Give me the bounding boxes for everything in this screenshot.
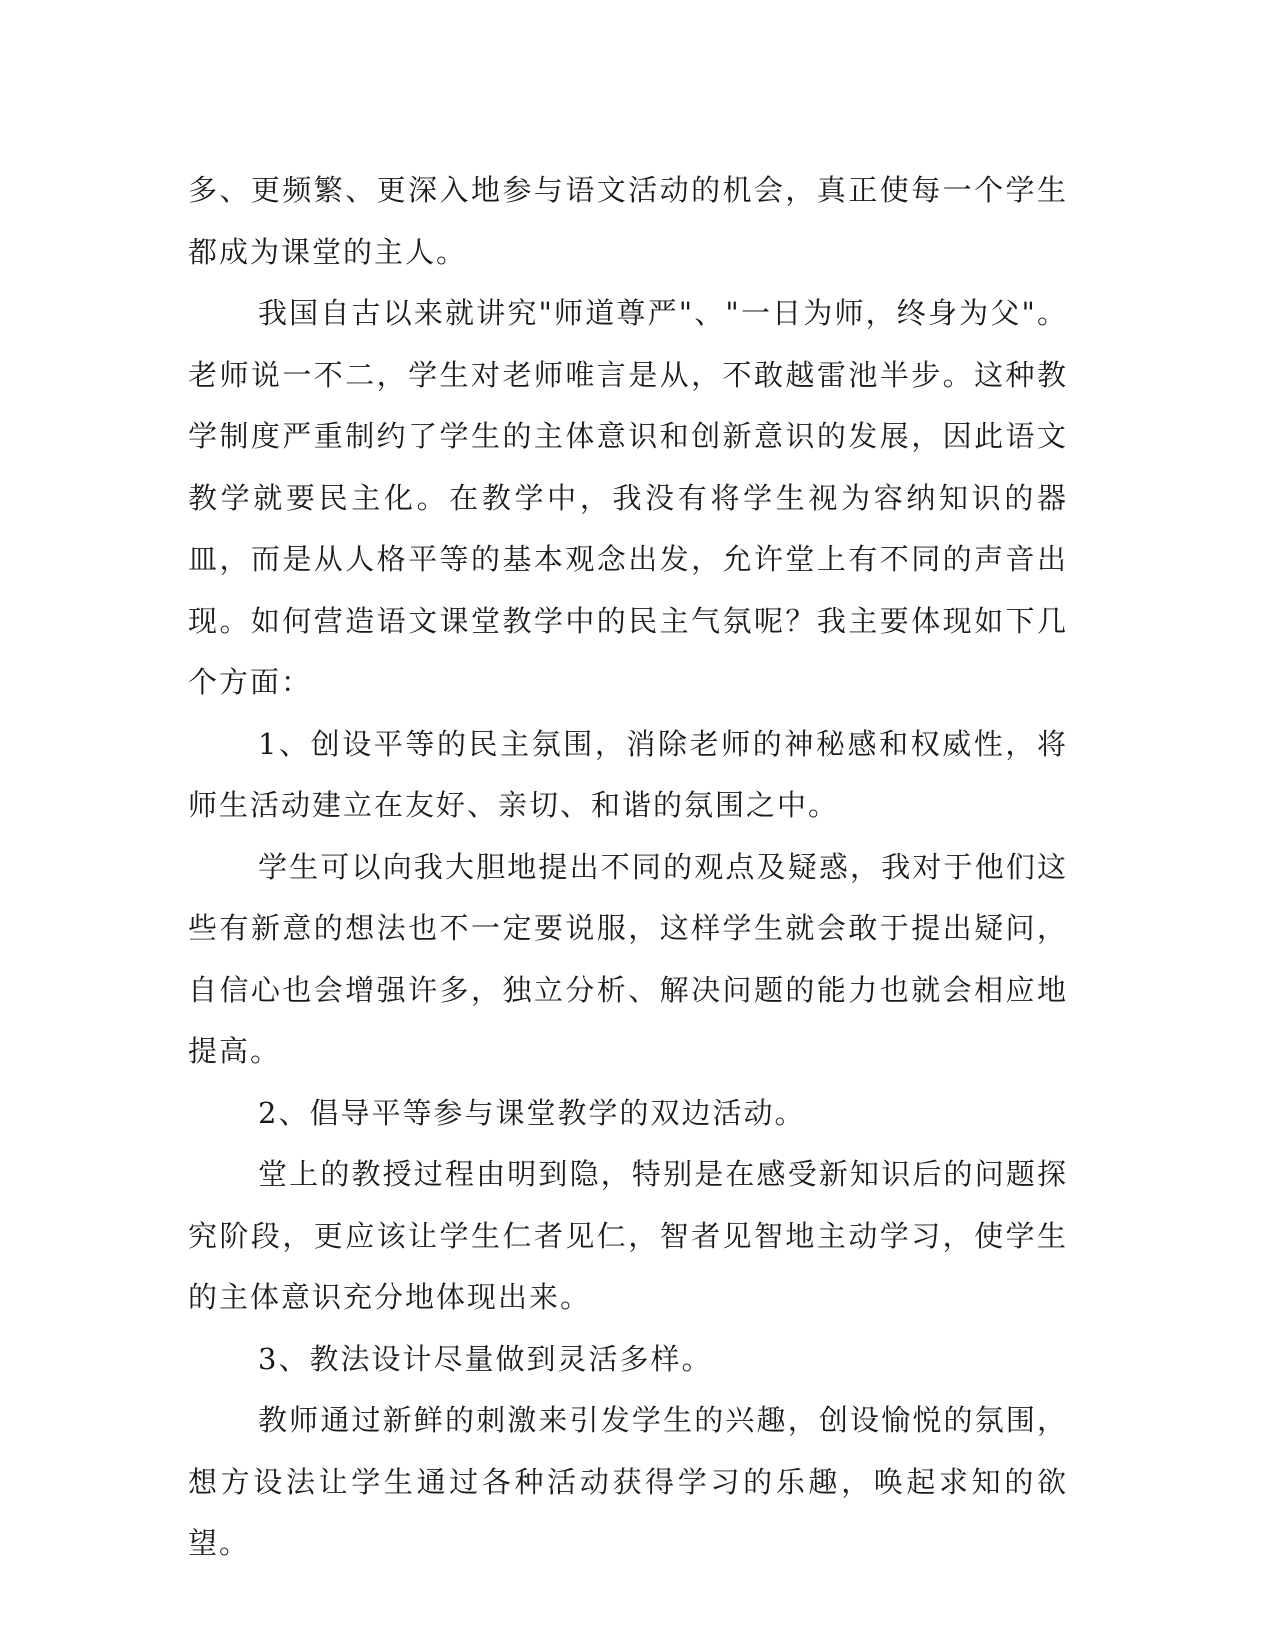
paragraph-8: 教师通过新鲜的刺激来引发学生的兴趣，创设愉悦的氛围，想方设法让学生通过各种活动获得学习的乐趣，唤起求知的欲望。 (188, 1403, 1068, 1560)
paragraph-5: 2、倡导平等参与课堂教学的双边活动。 (258, 1095, 806, 1130)
paragraph-3: 1、创设平等的民主氛围，消除老师的神秘感和权威性，将师生活动建立在友好、亲切、和谐的氛围之中。 (188, 726, 1068, 822)
paragraph-7: 3、教法设计尽量做到灵活多样。 (258, 1341, 713, 1376)
paragraph-1: 多、更频繁、更深入地参与语文活动的机会，真正使每一个学生都成为课堂的主人。 (188, 173, 1068, 269)
document-body (188, 160, 1068, 1575)
paragraph-6: 堂上的教授过程由明到隐，特别是在感受新知识后的问题探究阶段，更应该让学生仁者见仁，智者见智地主动学习，使学生的主体意识充分地体现出来。 (188, 1157, 1068, 1314)
paragraph-4: 学生可以向我大胆地提出不同的观点及疑惑，我对于他们这些有新意的想法也不一定要说服，这样学生就会敢于提出疑问，自信心也会增强许多，独立分析、解决问题的能力也就会相应地提高。 (188, 849, 1068, 1068)
paragraph-2: 我国自古以来就讲究"师道尊严"、"一日为师，终身为父"。老师说一不二，学生对老师唯言是从，不敢越雷池半步。这种教学制度严重制约了学生的主体意识和创新意识的发展，因此语文教学就要民主化。在教学中，我没有将学生视为容纳知识的器皿，而是从人格平等的基本观念出发，允许堂上有不同的声音出现。如何营造语文课堂教学中的民主气氛呢？我主要体现如下几个方面： (188, 296, 1068, 699)
